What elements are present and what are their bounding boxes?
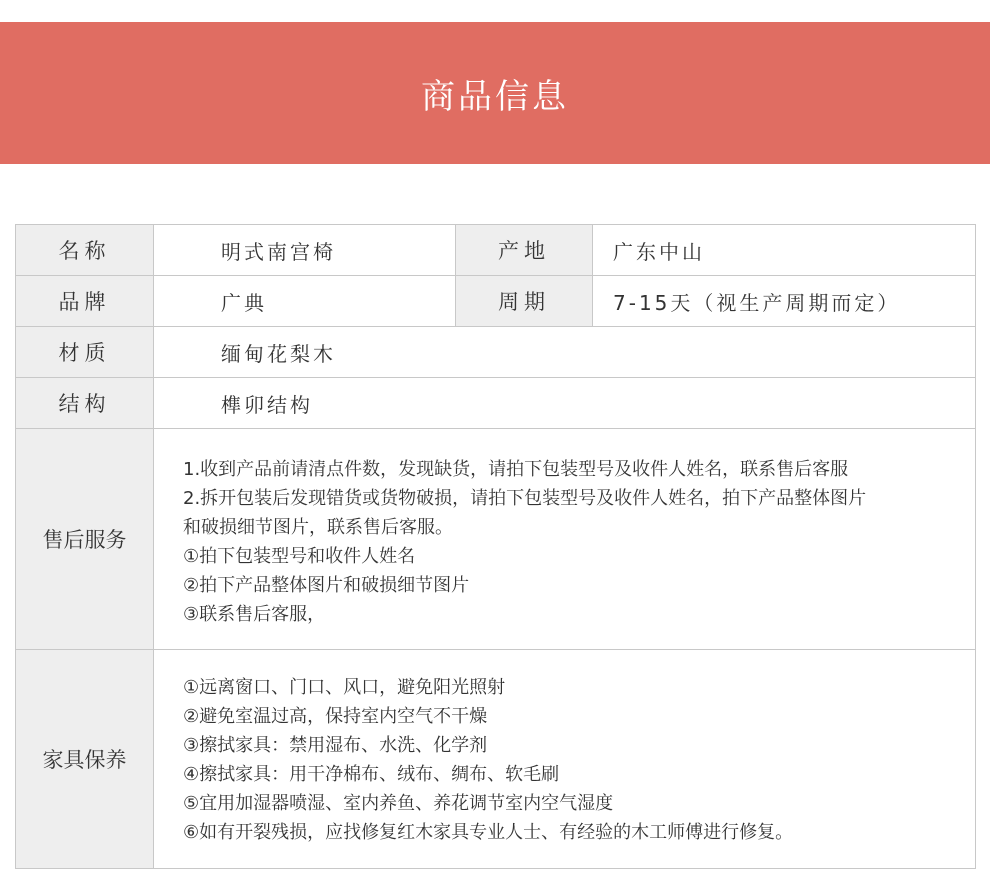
name-label: 名称: [16, 225, 154, 276]
material-label: 材质: [16, 327, 154, 378]
table-row-care: [16, 650, 976, 869]
aftersale-line: 2.拆开包装后发现错货或货物破损，请拍下包装型号及收件人姓名，拍下产品整体图片: [183, 488, 867, 509]
care-line: ①远离窗口、门口、风口，避免阳光照射: [183, 677, 506, 698]
aftersale-label: 售后服务: [16, 429, 154, 650]
cycle-value: 7-15天（视生产周期而定）: [593, 276, 976, 327]
page-title: 商品信息: [421, 76, 569, 117]
product-info-table: [15, 224, 976, 869]
aftersale-line: ②拍下产品整体图片和破损细节图片: [183, 575, 470, 596]
care-content: [154, 650, 976, 869]
table-row-material: [16, 327, 976, 378]
table-row-name: [16, 225, 976, 276]
care-line: ④擦拭家具：用干净棉布、绒布、绸布、软毛刷: [183, 764, 560, 785]
structure-label: 结构: [16, 378, 154, 429]
aftersale-line: 1.收到产品前请清点件数，发现缺货，请拍下包装型号及收件人姓名，联系售后客服: [183, 459, 849, 480]
structure-value: 榫卯结构: [154, 378, 976, 429]
care-line: ②避免室温过高，保持室内空气不干燥: [183, 706, 488, 727]
origin-value: 广东中山: [593, 225, 976, 276]
cycle-label: 周期: [456, 276, 593, 327]
aftersale-content: [154, 429, 976, 650]
brand-label: 品牌: [16, 276, 154, 327]
table-row-brand: [16, 276, 976, 327]
care-line: ③擦拭家具：禁用湿布、水洗、化学剂: [183, 735, 488, 756]
origin-label: 产地: [456, 225, 593, 276]
care-line: ⑥如有开裂残损，应找修复红木家具专业人士、有经验的木工师傅进行修复。: [183, 822, 794, 843]
material-value: 缅甸花梨木: [154, 327, 976, 378]
aftersale-line: ①拍下包装型号和收件人姓名: [183, 546, 416, 567]
brand-value: 广典: [154, 276, 456, 327]
aftersale-line: ③联系售后客服，: [183, 604, 326, 625]
table-row-structure: [16, 378, 976, 429]
table-row-aftersale: [16, 429, 976, 650]
care-line: ⑤宜用加湿器喷湿、室内养鱼、养花调节室内空气湿度: [183, 793, 614, 814]
aftersale-line: 和破损细节图片，联系售后客服。: [183, 517, 453, 538]
care-label: 家具保养: [16, 650, 154, 869]
name-value: 明式南宫椅: [154, 225, 456, 276]
header-banner: [0, 22, 990, 164]
